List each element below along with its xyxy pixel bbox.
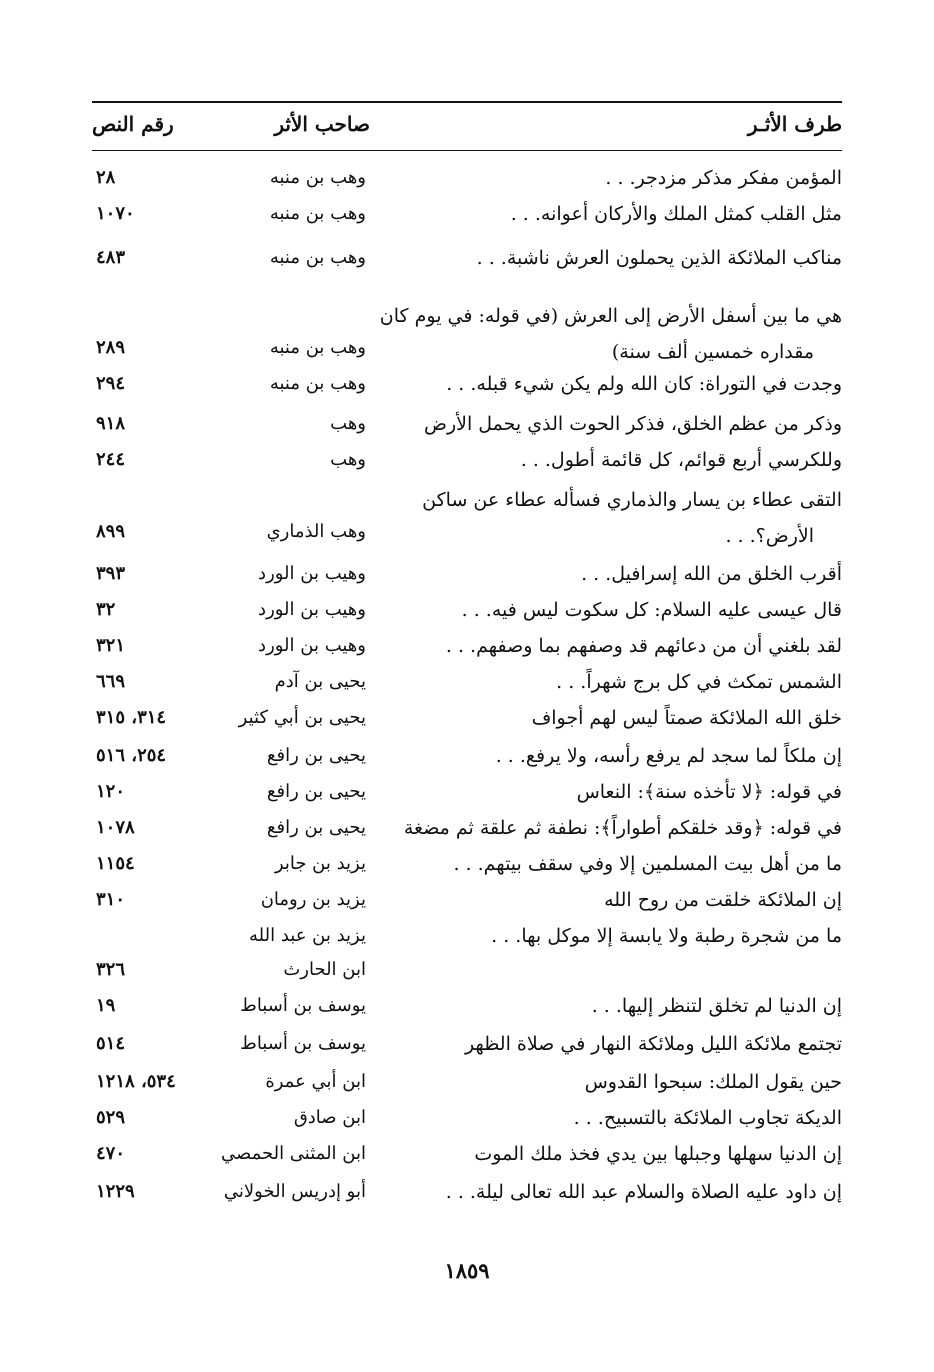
row-author: يحيى بن رافع <box>266 817 366 838</box>
row-text-line: وللكرسي أربع قوائم، كل قائمة أطول. . . <box>520 449 842 471</box>
table-row <box>92 628 842 664</box>
row-text-line: في قوله: ﴿لا تأخذه سنة﴾: النعاس <box>576 781 842 803</box>
header-text-column: طرف الأثـر <box>747 112 842 136</box>
table-row <box>92 810 842 846</box>
row-text <box>382 664 842 700</box>
row-number: ٩١٨ <box>96 413 126 434</box>
row-number: ١٠٧٠ <box>96 203 135 224</box>
row-number: ٨٩٩ <box>96 521 126 542</box>
table-row <box>92 196 842 232</box>
row-author: وهب <box>330 413 366 434</box>
row-author: ابن أبي عمرة <box>265 1071 366 1092</box>
row-number: ٣٩٣ <box>96 563 126 584</box>
table-row <box>92 774 842 810</box>
row-text-line: ما من أهل بيت المسلمين إلا وفي سقف بيتهم. . . <box>453 853 842 875</box>
row-text <box>382 1136 842 1172</box>
row-text-line: إن الدنيا سهلها وجبلها بين يدي فخذ ملك الموت <box>474 1143 842 1165</box>
row-author: يوسف بن أسباط <box>240 1033 366 1054</box>
header-number-column: رقم النص <box>92 112 174 136</box>
row-author: وهب بن منبه <box>269 337 366 358</box>
table-row <box>92 556 842 592</box>
row-text <box>382 160 842 196</box>
row-text-line: قال عيسى عليه السلام: كل سكوت ليس فيه. . . <box>461 599 842 621</box>
row-author: يحيى بن آدم <box>274 671 366 692</box>
row-text-line: الشمس تمكث في كل برج شهراً. . . <box>556 671 842 693</box>
table-header <box>92 112 842 146</box>
row-text-line: وجدت في التوراة: كان الله ولم يكن شيء قبله. . . <box>446 373 842 395</box>
table-row <box>92 442 842 478</box>
row-number: ١٢٠ <box>96 781 126 802</box>
table-row <box>92 988 842 1024</box>
row-text-line: تجتمع ملائكة الليل وملائكة النهار في صلاة الظهر <box>464 1033 842 1055</box>
row-text <box>382 592 842 628</box>
row-text-continuation: مقداره خمسين ألف سنة) <box>611 341 814 363</box>
row-author: وهب بن منبه <box>269 167 366 188</box>
table-row <box>92 1100 842 1136</box>
table-row <box>92 664 842 700</box>
row-number: ١١٥٤ <box>96 853 135 874</box>
row-text <box>382 556 842 592</box>
row-text-line: حين يقول الملك: سبحوا القدوس <box>584 1071 842 1093</box>
table-row <box>92 366 842 402</box>
table-row <box>92 846 842 882</box>
row-number: ٣٢ <box>96 599 116 620</box>
row-text <box>382 628 842 664</box>
row-text <box>382 846 842 882</box>
row-text-line: مناكب الملائكة الذين يحملون العرش ناشبة. . . <box>476 247 842 269</box>
top-rule <box>92 101 842 103</box>
row-number: ١٠٧٨ <box>96 817 135 838</box>
row-number: ٦٦٩ <box>96 671 126 692</box>
row-author: ابن الحارث <box>283 959 366 980</box>
row-text-line: التقى عطاء بن يسار والذماري فسأله عطاء عن ساكن <box>422 489 842 511</box>
row-author: وهيب بن الورد <box>258 563 366 584</box>
row-author: يوسف بن أسباط <box>240 995 366 1016</box>
row-text-line: خلق الله الملائكة صمتاً ليس لهم أجواف <box>531 707 842 729</box>
table-row <box>92 1174 842 1210</box>
row-text <box>382 442 842 478</box>
row-text-line: مثل القلب كمثل الملك والأركان أعوانه. . . <box>510 203 842 225</box>
row-text <box>382 366 842 402</box>
row-text-line: هي ما بين أسفل الأرض إلى العرش (في قوله: في يوم كان <box>379 305 842 327</box>
row-text <box>382 1064 842 1100</box>
row-text-line: إن الدنيا لم تخلق لتنظر إليها. . . <box>591 995 842 1017</box>
row-text <box>382 988 842 1024</box>
row-text <box>382 1100 842 1136</box>
row-author: ابن المثنى الحمصي <box>220 1143 366 1164</box>
row-number: ٥٢٩ <box>96 1107 126 1128</box>
row-text-line: المؤمن مفكر مذكر مزدجر. . . <box>605 167 842 189</box>
row-number: ١٢٢٩ <box>96 1181 135 1202</box>
row-author: يزيد بن عبد الله <box>249 925 366 946</box>
row-text-line: إن ملكاً لما سجد لم يرفع رأسه، ولا يرفع. . . <box>495 745 842 767</box>
row-author: وهب الذماري <box>266 521 366 542</box>
table-row <box>92 1136 842 1172</box>
row-text-line: الديكة تجاوب الملائكة بالتسبيح. . . <box>573 1107 842 1129</box>
row-author: يحيى بن رافع <box>266 745 366 766</box>
table-row <box>92 952 842 988</box>
row-author: يزيد بن جابر <box>274 853 366 874</box>
row-text <box>382 810 842 846</box>
row-number: ٢٥٤، ٥١٦ <box>96 745 167 766</box>
table-row <box>92 160 842 196</box>
table-row <box>92 1064 842 1100</box>
table-row <box>92 406 842 442</box>
row-number: ٣٢١ <box>96 635 126 656</box>
row-number: ٢٩٤ <box>96 373 126 394</box>
table-row <box>92 1026 842 1062</box>
row-number: ٤٨٣ <box>96 247 126 268</box>
table-row <box>92 592 842 628</box>
table-row <box>92 700 842 736</box>
row-text-line: في قوله: ﴿وقد خلقكم أطواراً﴾: نطفة ثم علقة ثم مضغة <box>403 817 842 839</box>
row-author: وهيب بن الورد <box>258 599 366 620</box>
row-author: وهب بن منبه <box>269 247 366 268</box>
row-text <box>382 482 842 554</box>
row-text <box>382 406 842 442</box>
row-text-continuation: الأرض؟. . . <box>725 525 814 547</box>
row-text <box>382 700 842 736</box>
row-text <box>379 298 842 370</box>
row-number: ٣١٠ <box>96 889 126 910</box>
row-author: وهب بن منبه <box>269 203 366 224</box>
row-text-line: إن الملائكة خلقت من روح الله <box>604 889 842 911</box>
row-text-line: وذكر من عظم الخلق، فذكر الحوت الذي يحمل الأرض <box>423 413 842 435</box>
row-number: ٤٧٠ <box>96 1143 126 1164</box>
row-text <box>382 774 842 810</box>
row-number: ٢٤٤ <box>96 449 126 470</box>
row-number: ٥١٤ <box>96 1033 126 1054</box>
row-number: ٢٨٩ <box>96 337 126 358</box>
row-text <box>382 196 842 232</box>
row-text <box>382 738 842 774</box>
table-row <box>92 298 842 366</box>
page-number: ١٨٥٩ <box>444 1258 490 1283</box>
corner-mark <box>830 82 834 86</box>
table-row <box>92 738 842 774</box>
row-text <box>382 918 842 954</box>
row-text <box>382 1174 842 1210</box>
row-author: يحيى بن أبي كثير <box>238 707 366 728</box>
row-author: وهب <box>330 449 366 470</box>
header-rule <box>92 150 842 151</box>
row-author: وهب بن منبه <box>269 373 366 394</box>
row-text <box>382 1026 842 1062</box>
table-row <box>92 240 842 276</box>
row-text-line: لقد بلغني أن من دعائهم قد وصفهم بما وصفهم. . . <box>445 635 842 657</box>
row-text-line: ما من شجرة رطبة ولا يابسة إلا موكل بها. . . <box>491 925 842 947</box>
row-text <box>382 240 842 276</box>
table-row <box>92 882 842 918</box>
row-author: وهيب بن الورد <box>258 635 366 656</box>
row-text-line: إن داود عليه الصلاة والسلام عبد الله تعالى ليلة. . . <box>445 1181 842 1203</box>
header-author-column: صاحب الأثر <box>274 112 370 136</box>
row-author: ابن صادق <box>293 1107 366 1128</box>
row-number: ٢٨ <box>96 167 116 188</box>
row-author: أبو إدريس الخولاني <box>223 1181 366 1202</box>
row-number: ٥٣٤، ١٢١٨ <box>96 1071 176 1092</box>
row-text-line: أقرب الخلق من الله إسرافيل. . . <box>581 563 842 585</box>
table-row <box>92 482 842 552</box>
row-number: ٣١٤، ٣١٥ <box>96 707 167 728</box>
table-row <box>92 918 842 952</box>
row-text <box>382 882 842 918</box>
row-number: ١٩ <box>96 995 116 1016</box>
row-author: يزيد بن رومان <box>260 889 366 910</box>
row-number: ٣٢٦ <box>96 959 126 980</box>
row-author: يحيى بن رافع <box>266 781 366 802</box>
